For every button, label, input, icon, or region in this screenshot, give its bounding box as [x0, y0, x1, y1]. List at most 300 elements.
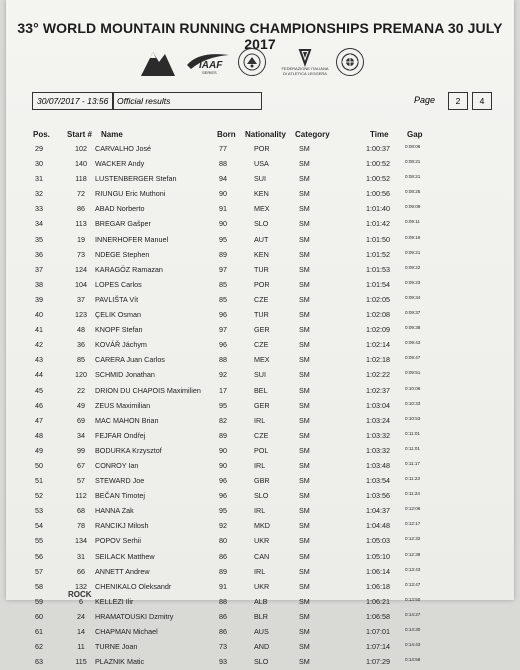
table-row	[6, 368, 514, 383]
birth-year: 73	[219, 642, 227, 652]
category: SM	[299, 385, 310, 395]
page-label: Page	[414, 95, 436, 105]
table-row	[6, 248, 514, 263]
athlete-name: BREGAR Gašper	[95, 219, 151, 229]
category: SM	[299, 581, 310, 591]
result-start-number: 37	[77, 294, 85, 304]
birth-year: 91	[219, 204, 227, 214]
nationality-code: GER	[254, 400, 270, 410]
time-gap: 0:09:22	[405, 264, 421, 270]
finish-time: 1:02:09	[366, 325, 390, 335]
category: SM	[299, 551, 310, 561]
finish-time: 1:02:18	[366, 355, 390, 365]
result-position: 37	[35, 264, 43, 274]
finish-time: 1:03:04	[366, 400, 390, 410]
results-type-label: Official results	[112, 92, 262, 110]
birth-year: 90	[219, 445, 227, 455]
result-position: 48	[35, 430, 43, 440]
finish-time: 1:03:24	[366, 415, 390, 425]
time-gap: 0:11:17	[405, 460, 420, 466]
nationality-code: IRL	[254, 566, 266, 576]
result-start-number: 115	[75, 657, 87, 667]
time-gap: 0:08:06	[405, 144, 421, 149]
emblem-seal-icon	[336, 48, 364, 76]
category: SM	[299, 325, 310, 335]
finish-time: 1:01:42	[366, 219, 390, 229]
result-position: 30	[35, 159, 43, 169]
athlete-name: SCHMID Jonathan	[95, 370, 155, 380]
nationality-code: MEX	[254, 204, 270, 214]
report-header	[32, 92, 485, 114]
time-gap: 0:14:27	[405, 611, 421, 617]
result-position: 49	[35, 445, 43, 455]
category: SM	[299, 249, 310, 259]
iaaf-logo	[184, 46, 234, 78]
nationality-code: BEL	[254, 385, 268, 395]
category: SM	[299, 340, 310, 350]
result-start-number: 66	[77, 566, 85, 576]
time-gap: 0:12:39	[405, 551, 421, 557]
nationality-code: MKD	[254, 521, 270, 531]
athlete-name: KOVÁŘ Jáchym	[95, 340, 147, 350]
nationality-code: KEN	[254, 249, 269, 259]
time-gap: 0:09:19	[405, 234, 421, 240]
athlete-name: LUSTENBERGER Stefan	[95, 174, 177, 184]
athlete-name: POPOV Serhii	[95, 536, 141, 546]
result-start-number: 11	[77, 642, 85, 652]
athlete-name: BODURKA Krzysztof	[95, 445, 162, 455]
nationality-code: POR	[254, 144, 270, 153]
time-gap: 0:14:58	[405, 657, 421, 663]
result-start-number: 57	[77, 476, 85, 486]
birth-year: 88	[219, 596, 227, 606]
category: SM	[299, 279, 310, 289]
table-row	[6, 625, 514, 640]
result-position: 59	[35, 596, 43, 606]
category: SM	[299, 627, 310, 636]
athlete-name: RIUNGU Eric Muthoni	[95, 189, 166, 199]
finish-time: 1:07:29	[366, 657, 390, 667]
nationality-code: MEX	[254, 355, 270, 365]
birth-year: 85	[219, 279, 227, 289]
column-header-time: Time	[370, 130, 389, 139]
time-gap: 0:11:23	[405, 476, 420, 482]
sponsor-logos	[138, 46, 398, 80]
birth-year: 97	[219, 325, 227, 335]
birth-year: 80	[219, 536, 227, 546]
nationality-code: ALB	[254, 596, 268, 606]
current-page-number: 2	[448, 92, 468, 110]
time-gap: 0:11:01	[405, 430, 420, 436]
athlete-name: WACKER Andy	[95, 159, 145, 169]
athlete-name: KARAGÖZ Ramazan	[95, 264, 163, 274]
nationality-code: POR	[254, 279, 270, 289]
nationality-code: SUI	[254, 174, 266, 184]
table-row	[6, 263, 514, 278]
finish-time: 1:01:54	[366, 279, 390, 289]
birth-year: 77	[219, 144, 227, 153]
nationality-code: SLO	[254, 657, 269, 667]
athlete-name: PAVLIŠTA Vít	[95, 294, 139, 304]
table-row	[6, 640, 514, 655]
nationality-code: SLO	[254, 491, 269, 501]
time-gap: 0:09:38	[405, 325, 421, 331]
finish-time: 1:07:14	[366, 642, 390, 652]
table-row	[6, 187, 514, 202]
table-row	[6, 414, 514, 429]
column-header-category: Category	[295, 130, 330, 139]
time-gap: 0:09:11	[405, 219, 420, 225]
birth-year: 92	[219, 370, 227, 380]
time-gap: 0:10:33	[405, 400, 421, 406]
time-gap: 0:13:47	[405, 581, 421, 587]
finish-time: 1:05:03	[366, 536, 390, 546]
result-start-number: 73	[77, 249, 85, 259]
finish-time: 1:06:18	[366, 581, 390, 591]
finish-time: 1:04:48	[366, 521, 390, 531]
time-gap: 0:09:43	[405, 340, 421, 346]
footer-logo-text: ROCK	[68, 590, 92, 599]
athlete-name: KELLEZI Ilir	[95, 596, 134, 606]
nationality-code: AUT	[254, 234, 269, 244]
category: SM	[299, 219, 310, 229]
finish-time: 1:00:52	[366, 159, 390, 169]
result-start-number: 19	[77, 234, 85, 244]
birth-year: 85	[219, 294, 227, 304]
time-gap: 0:08:21	[405, 174, 421, 180]
result-start-number: 85	[77, 355, 85, 365]
result-position: 56	[35, 551, 43, 561]
athlete-name: KNOPF Stefan	[95, 325, 143, 335]
finish-time: 1:07:01	[366, 627, 390, 636]
category: SM	[299, 521, 310, 531]
category: SM	[299, 566, 310, 576]
municipality-seal-icon	[238, 48, 266, 76]
athlete-name: LOPES Carlos	[95, 279, 142, 289]
table-row	[6, 534, 514, 549]
result-position: 45	[35, 385, 43, 395]
result-position: 47	[35, 415, 43, 425]
table-row	[6, 610, 514, 625]
nationality-code: CAN	[254, 551, 270, 561]
table-row	[6, 202, 514, 217]
table-row	[6, 550, 514, 565]
nationality-code: IRL	[254, 415, 266, 425]
time-gap: 0:14:30	[405, 627, 421, 632]
result-position: 43	[35, 355, 43, 365]
result-position: 36	[35, 249, 43, 259]
table-row	[6, 489, 514, 504]
svg-text:SERIES: SERIES	[202, 70, 217, 75]
time-gap: 0:13:50	[405, 596, 421, 602]
athlete-name: DRION DU CHAPOIS Maximilien	[95, 385, 201, 395]
time-gap: 0:12:17	[405, 521, 421, 527]
column-header-nationality: Nationality	[245, 130, 286, 139]
athlete-name: INNERHOFER Manuel	[95, 234, 169, 244]
birth-year: 82	[219, 415, 227, 425]
finish-time: 1:05:10	[366, 551, 390, 561]
category: SM	[299, 506, 310, 516]
result-position: 39	[35, 294, 43, 304]
result-start-number: 99	[77, 445, 85, 455]
birth-year: 88	[219, 159, 227, 169]
finish-time: 1:01:53	[366, 264, 390, 274]
result-start-number: 113	[75, 219, 87, 229]
birth-year: 89	[219, 249, 227, 259]
time-gap: 0:08:21	[405, 159, 421, 165]
birth-year: 86	[219, 611, 227, 621]
category: SM	[299, 294, 310, 304]
table-row	[6, 308, 514, 323]
finish-time: 1:00:56	[366, 189, 390, 199]
result-start-number: 69	[77, 415, 85, 425]
nationality-code: GBR	[254, 476, 270, 486]
athlete-name: CONROY Ian	[95, 460, 139, 470]
wmra-logo	[138, 46, 178, 78]
birth-year: 95	[219, 234, 227, 244]
nationality-code: GER	[254, 325, 270, 335]
birth-year: 89	[219, 430, 227, 440]
result-position: 44	[35, 370, 43, 380]
category: SM	[299, 264, 310, 274]
table-row	[6, 519, 514, 534]
table-row	[6, 459, 514, 474]
finish-time: 1:00:37	[366, 144, 390, 153]
result-start-number: 6	[79, 596, 83, 606]
finish-time: 1:01:50	[366, 234, 390, 244]
athlete-name: CARVALHO José	[95, 144, 152, 153]
finish-time: 1:03:32	[366, 445, 390, 455]
result-position: 60	[35, 611, 43, 621]
result-start-number: 31	[77, 551, 85, 561]
result-position: 31	[35, 174, 43, 184]
athlete-name: FEJFAR Ondřej	[95, 430, 146, 440]
category: SM	[299, 144, 310, 153]
result-position: 53	[35, 506, 43, 516]
table-row	[6, 474, 514, 489]
athlete-name: HRAMATOUSKI Dzmitry	[95, 611, 174, 621]
finish-time: 1:02:22	[366, 370, 390, 380]
time-gap: 0:10:53	[405, 415, 421, 421]
athlete-name: MAC MAHON Brian	[95, 415, 159, 425]
nationality-code: UKR	[254, 536, 270, 546]
result-start-number: 118	[75, 174, 87, 184]
table-row	[6, 384, 514, 399]
athlete-name: CHAPMAN Michael	[95, 627, 158, 636]
result-position: 58	[35, 581, 43, 591]
column-header-born: Born	[217, 130, 236, 139]
birth-year: 91	[219, 581, 227, 591]
result-start-number: 72	[77, 189, 85, 199]
result-position: 29	[35, 144, 43, 153]
time-gap: 0:12:06	[405, 506, 421, 512]
result-position: 52	[35, 491, 43, 501]
athlete-name: STEWARD Joe	[95, 476, 145, 486]
result-position: 35	[35, 234, 43, 244]
birth-year: 96	[219, 340, 227, 350]
category: SM	[299, 204, 310, 214]
result-start-number: 67	[77, 460, 85, 470]
nationality-code: CZE	[254, 294, 269, 304]
category: SM	[299, 370, 310, 380]
athlete-name: CARERA Juan Carlos	[95, 355, 165, 365]
finish-time: 1:01:40	[366, 204, 390, 214]
table-row	[6, 157, 514, 172]
result-start-number: 134	[75, 536, 87, 546]
result-start-number: 104	[75, 279, 87, 289]
table-row	[6, 429, 514, 444]
nationality-code: AND	[254, 642, 270, 652]
category: SM	[299, 234, 310, 244]
result-position: 51	[35, 476, 43, 486]
finish-time: 1:02:08	[366, 310, 390, 320]
finish-time: 1:02:14	[366, 340, 390, 350]
table-row	[6, 142, 514, 157]
category: SM	[299, 430, 310, 440]
time-gap: 0:09:37	[405, 310, 421, 316]
result-position: 34	[35, 219, 43, 229]
result-position: 54	[35, 521, 43, 531]
result-position: 42	[35, 340, 43, 350]
result-start-number: 102	[75, 144, 87, 153]
athlete-name: PLAZNIK Matic	[95, 657, 145, 667]
birth-year: 97	[219, 264, 227, 274]
result-position: 55	[35, 536, 43, 546]
finish-time: 1:06:14	[366, 566, 390, 576]
finish-time: 1:03:32	[366, 430, 390, 440]
category: SM	[299, 536, 310, 546]
athlete-name: NDEGE Stephen	[95, 249, 150, 259]
category: SM	[299, 642, 310, 652]
athlete-name: ÇELIK Osman	[95, 310, 141, 320]
table-row	[6, 278, 514, 293]
time-gap: 0:11:01	[405, 445, 420, 451]
time-gap: 0:13:43	[405, 566, 421, 572]
athlete-name: TURNE Joan	[95, 642, 138, 652]
nationality-code: UKR	[254, 581, 270, 591]
finish-time: 1:03:48	[366, 460, 390, 470]
finish-time: 1:06:21	[366, 596, 390, 606]
finish-time: 1:00:52	[366, 174, 390, 184]
document-title: 33° WORLD MOUNTAIN RUNNING CHAMPIONSHIPS PREMANA 30 JULY 2017	[17, 20, 503, 52]
result-start-number: 34	[77, 430, 85, 440]
table-row	[6, 655, 514, 670]
result-position: 33	[35, 204, 43, 214]
time-gap: 0:09:51	[405, 370, 421, 376]
time-gap: 0:09:21	[405, 249, 421, 255]
athlete-name: SEILACK Matthew	[95, 551, 155, 561]
result-position: 40	[35, 310, 43, 320]
category: SM	[299, 310, 310, 320]
result-start-number: 132	[75, 581, 87, 591]
birth-year: 95	[219, 506, 227, 516]
birth-year: 17	[219, 385, 227, 395]
result-start-number: 78	[77, 521, 85, 531]
result-position: 41	[35, 325, 43, 335]
time-gap: 0:11:24	[405, 491, 420, 497]
results-sheet	[6, 0, 514, 667]
nationality-code: CZE	[254, 430, 269, 440]
column-header-start: Start #	[67, 130, 92, 139]
result-start-number: 48	[77, 325, 85, 335]
birth-year: 96	[219, 476, 227, 486]
result-position: 50	[35, 460, 43, 470]
finish-time: 1:01:52	[366, 249, 390, 259]
result-position: 57	[35, 566, 43, 576]
nationality-code: POL	[254, 445, 269, 455]
table-row	[6, 444, 514, 459]
category: SM	[299, 174, 310, 184]
category: SM	[299, 476, 310, 486]
category: SM	[299, 596, 310, 606]
category: SM	[299, 400, 310, 410]
finish-time: 1:06:58	[366, 611, 390, 621]
total-pages-number: 4	[472, 92, 492, 110]
federation-name: FEDERAZIONE ITALIANA DI ATLETICA LEGGERA	[281, 66, 329, 76]
nationality-code: SLO	[254, 219, 269, 229]
fidal-logo	[280, 46, 330, 78]
column-header-pos: Pos.	[33, 130, 50, 139]
nationality-code: IRL	[254, 506, 266, 516]
result-start-number: 124	[75, 264, 87, 274]
time-gap: 0:10:06	[405, 385, 421, 391]
athlete-name: CHENIKALO Oleksandr	[95, 581, 172, 591]
finish-time: 1:03:56	[366, 491, 390, 501]
result-position: 63	[35, 657, 43, 667]
time-gap: 0:12:32	[405, 536, 421, 542]
result-start-number: 123	[75, 310, 87, 320]
birth-year: 90	[219, 189, 227, 199]
category: SM	[299, 460, 310, 470]
table-row	[6, 172, 514, 187]
birth-year: 89	[219, 566, 227, 576]
birth-year: 92	[219, 521, 227, 531]
result-start-number: 112	[75, 491, 87, 501]
category: SM	[299, 189, 310, 199]
result-position: 62	[35, 642, 43, 652]
birth-year: 96	[219, 310, 227, 320]
athlete-name: ANNETT Andrew	[95, 566, 150, 576]
nationality-code: USA	[254, 159, 269, 169]
result-start-number: 86	[77, 204, 85, 214]
result-start-number: 22	[77, 385, 85, 395]
table-row	[6, 353, 514, 368]
athlete-name: HANNA Zak	[95, 506, 134, 516]
athlete-name: ABAD Norberto	[95, 204, 145, 214]
result-start-number: 24	[77, 611, 85, 621]
result-start-number: 68	[77, 506, 85, 516]
nationality-code: TUR	[254, 310, 269, 320]
athlete-name: ZEUS Maximilian	[95, 400, 151, 410]
category: SM	[299, 657, 310, 667]
table-row	[6, 293, 514, 308]
table-row	[6, 217, 514, 232]
nationality-code: TUR	[254, 264, 269, 274]
category: SM	[299, 159, 310, 169]
table-row	[6, 399, 514, 414]
category: SM	[299, 445, 310, 455]
result-position: 32	[35, 189, 43, 199]
time-gap: 0:09:34	[405, 294, 421, 300]
birth-year: 94	[219, 174, 227, 184]
table-row	[6, 565, 514, 580]
birth-year: 90	[219, 219, 227, 229]
nationality-code: BLR	[254, 611, 268, 621]
time-gap: 0:08:25	[405, 189, 421, 195]
birth-year: 86	[219, 551, 227, 561]
time-gap: 0:09:09	[405, 204, 421, 210]
finish-time: 1:03:54	[366, 476, 390, 486]
